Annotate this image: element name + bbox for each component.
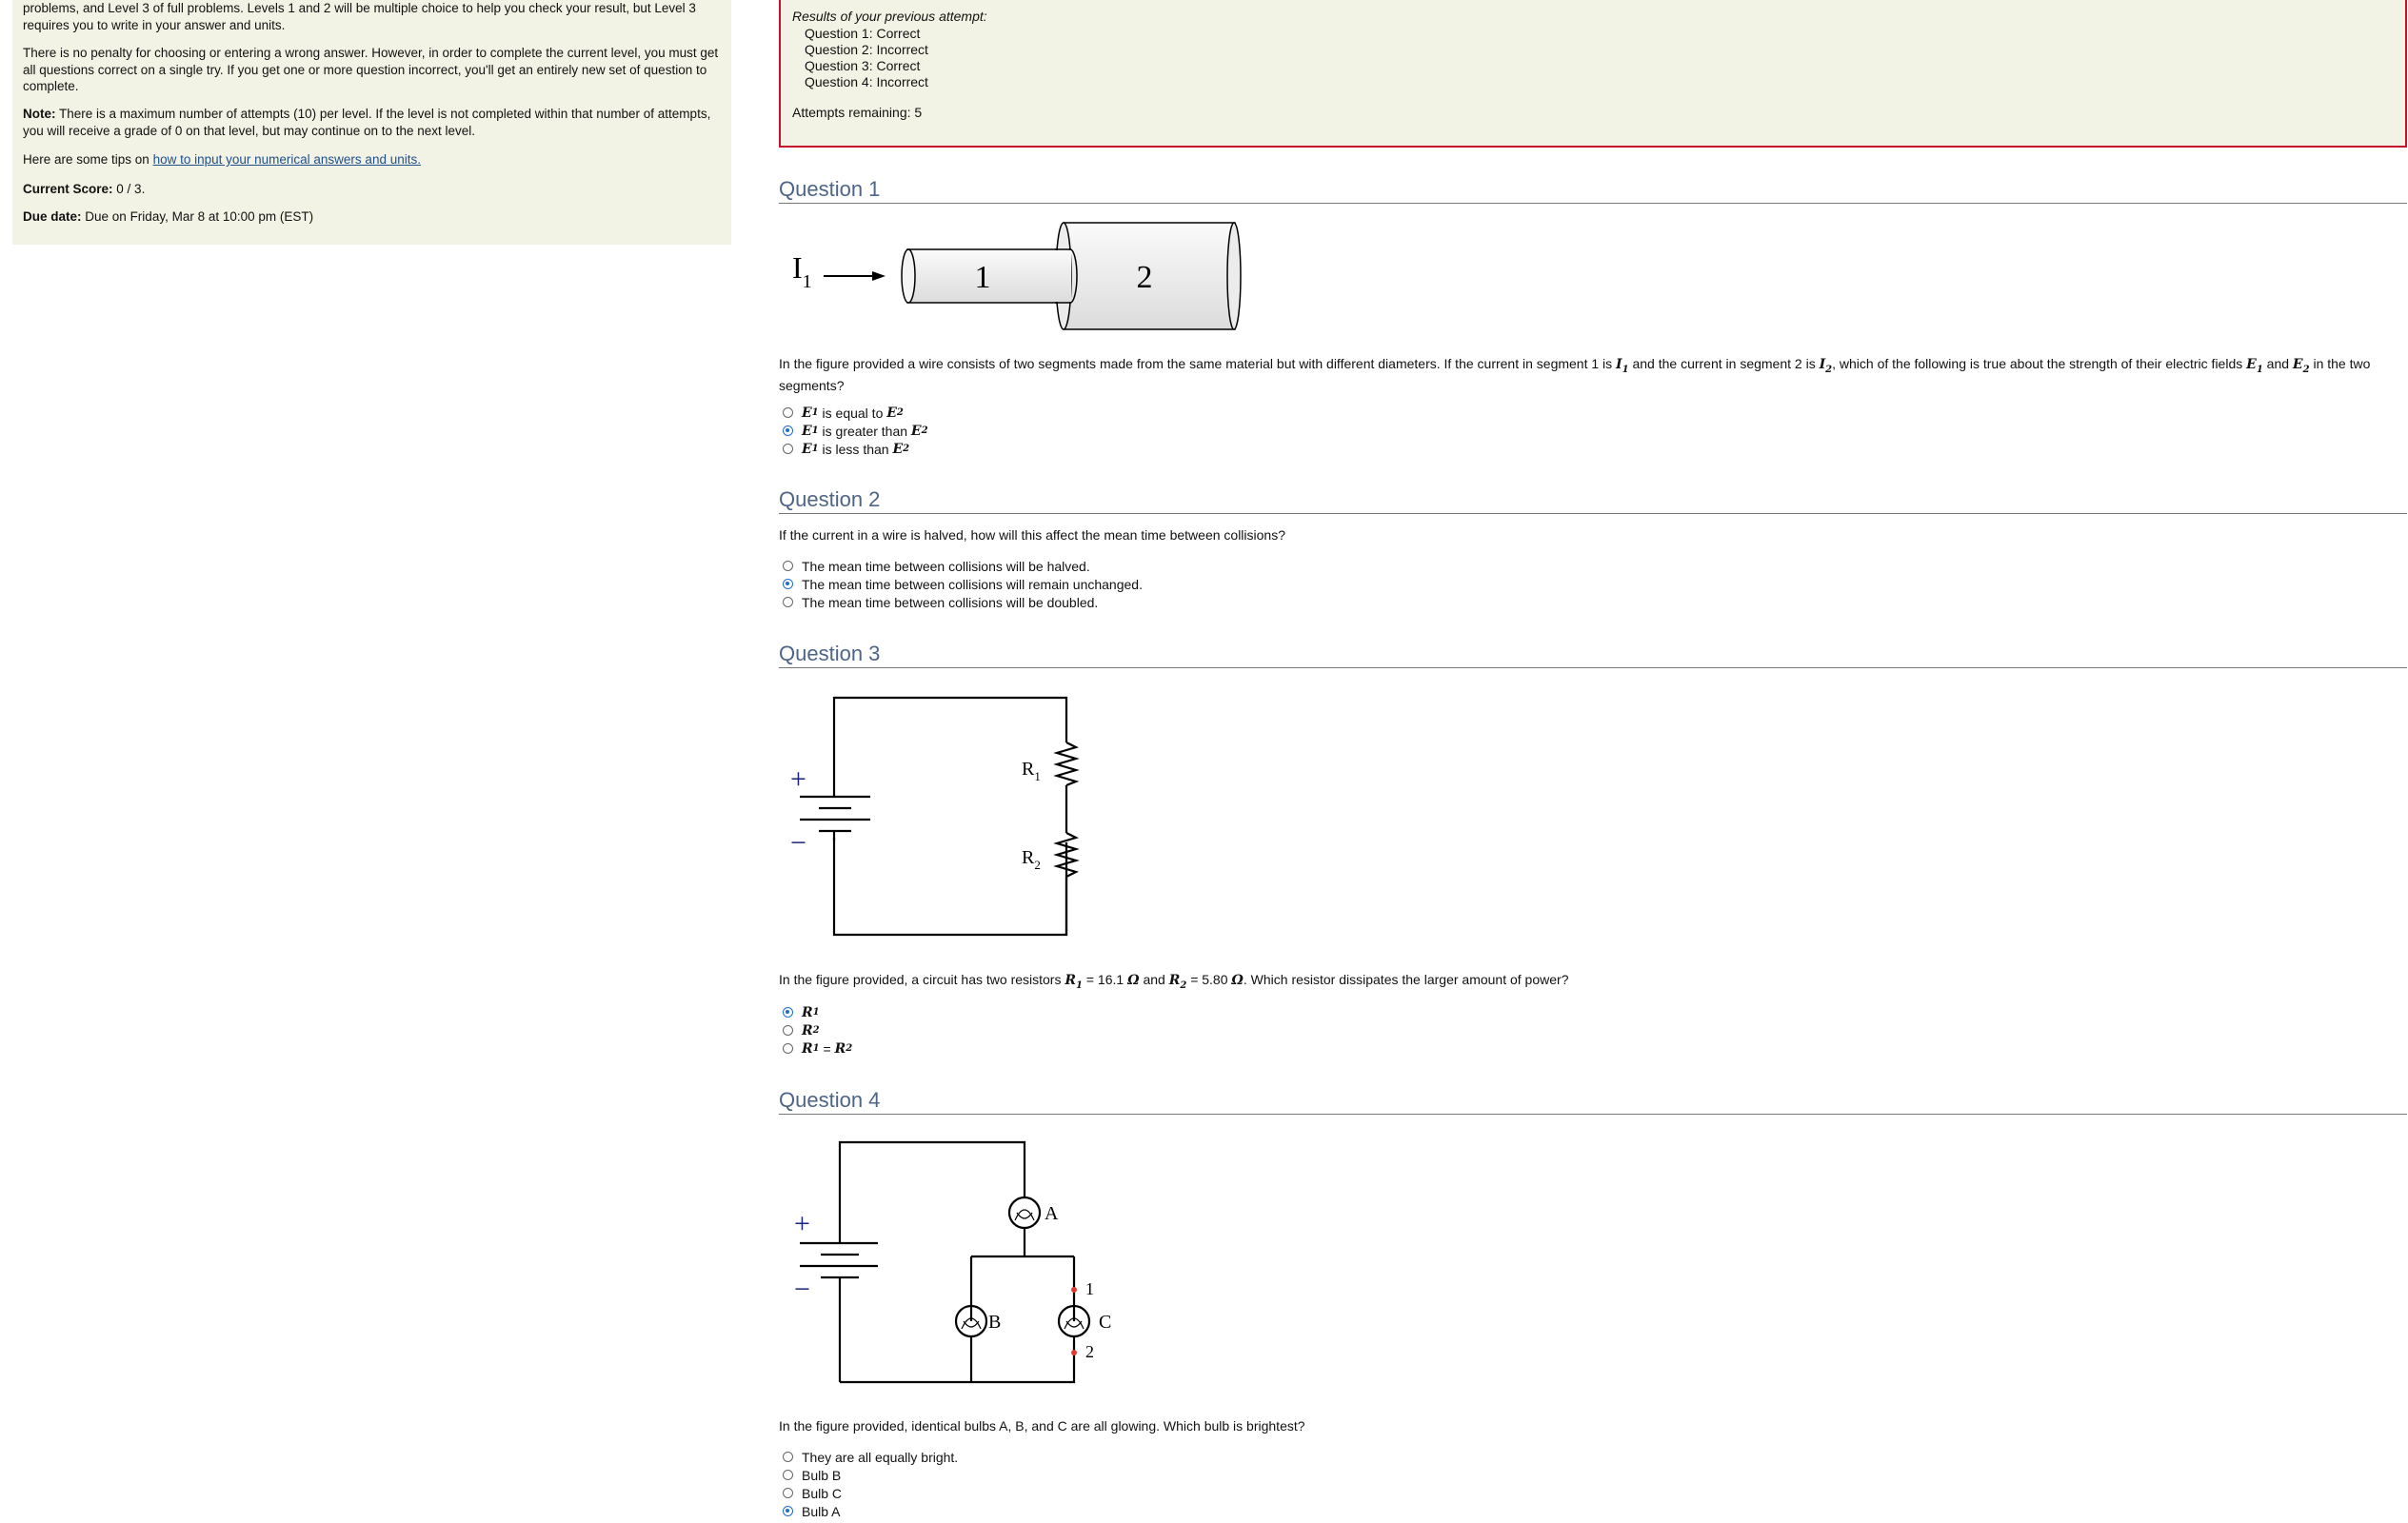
segment-2-label: 2 <box>1136 260 1153 295</box>
radio-button[interactable] <box>783 444 793 454</box>
question-1-choices <box>783 404 928 458</box>
due-value: Due on Friday, Mar 8 at 10:00 pm (EST) <box>85 209 314 224</box>
question-1-figure <box>779 217 1255 336</box>
question-4-header: Question 4 <box>779 1087 2407 1115</box>
note-text: There is a maximum number of attempts (10) per level. If the level is not completed within that number of attempts, you will receive a grade of 0 on that level, but may continue on to the next level. <box>23 107 711 138</box>
results-title: Results of your previous attempt: <box>792 9 987 24</box>
instructions-paragraph-levels: problems, and Level 3 of full problems. Levels 1 and 2 will be multiple choice to help you check your result, but Level 3 requires you to write in your answer and units. <box>23 1 696 32</box>
circuit-wire-top <box>840 1142 1025 1243</box>
bulb-a <box>1009 1197 1040 1228</box>
radio-button-selected[interactable] <box>783 579 793 589</box>
question-3-choices <box>783 1003 852 1058</box>
q3-choice-r1[interactable]: R 1 <box>783 1003 852 1021</box>
point-1-marker <box>1071 1287 1077 1293</box>
question-4-circuit-figure <box>779 1133 1112 1390</box>
question-2-choices <box>783 557 1143 611</box>
question-4-text: In the figure provided, identical bulbs A, B, and C are all glowing. Which bulb is brightest? <box>779 1418 1305 1434</box>
tips-prefix: Here are some tips on <box>23 152 149 167</box>
instructions-note <box>23 106 723 139</box>
radio-button[interactable] <box>783 1043 793 1054</box>
result-item: Question 3: Correct <box>805 58 921 73</box>
question-3-text: In the figure provided, a circuit has two resistors $R_1 = 16.1$ Ω and $R_2 = 5.80$ Ω. Which resistor dissipates the larger amount of power? <box>779 972 1569 991</box>
radio-button[interactable] <box>783 1452 793 1462</box>
question-4-choices <box>783 1448 958 1520</box>
q4-choice-bulb-a[interactable]: Bulb A <box>783 1502 958 1520</box>
wire-segment-1-end <box>902 249 915 303</box>
resistor-r1 <box>1057 742 1076 785</box>
point-2-label: 2 <box>1085 1342 1094 1361</box>
radio-button-selected[interactable] <box>783 1506 793 1516</box>
attempts-remaining: Attempts remaining: 5 <box>792 105 923 120</box>
radio-button[interactable] <box>783 597 793 607</box>
radio-button[interactable] <box>783 561 793 571</box>
results-list <box>805 26 928 90</box>
instructions-paragraph-penalty: There is no penalty for choosing or entering a wrong answer. However, in order to complete the current level, you must get all questions correct on a single try. If you get one or more question incorrect, you'll get an entirely new set of question to complete. <box>23 46 719 93</box>
point-1-label: 1 <box>1085 1279 1094 1298</box>
segment-joint <box>1055 250 1071 302</box>
circuit-wire-top <box>834 698 1066 797</box>
bulb-c-label: C <box>1099 1312 1112 1333</box>
bulb-a-label: A <box>1045 1203 1059 1224</box>
q2-choice-doubled[interactable]: The mean time between collisions will be doubled. <box>783 593 1143 611</box>
r1-label: $R_1$ <box>1022 759 1041 783</box>
current-arrow-head <box>872 271 886 281</box>
instructions-panel <box>12 0 731 245</box>
note-label: Note: <box>23 107 56 121</box>
question-2-text: If the current in a wire is halved, how will this affect the mean time between collisions? <box>779 527 1285 543</box>
battery-minus-sign: − <box>794 1274 810 1305</box>
bulb-b-label: B <box>988 1312 1002 1333</box>
q2-choice-unchanged[interactable]: The mean time between collisions will remain unchanged. <box>783 575 1143 593</box>
circuit-wire-bottom <box>840 1344 1074 1382</box>
score-value: 0 / 3. <box>116 182 146 196</box>
battery-plus-sign: + <box>790 763 806 795</box>
radio-button[interactable] <box>783 1470 793 1480</box>
question-1-text: In the figure provided a wire consists of two segments made from the same material but with different diameters. If the current in segment 1 is $I_1$ and the current in segment 2 is $I_2$, which of the following is true about the strength of their electric fields $E_1$ and $E_2$ in the two segments? <box>779 356 2371 393</box>
segment-1-label: 1 <box>974 260 991 295</box>
previous-attempt-results <box>779 0 2407 148</box>
q1-choice-less[interactable]: E 1 is less than E 2 <box>783 440 928 458</box>
q4-choice-bulb-b[interactable]: Bulb B <box>783 1466 958 1484</box>
due-date <box>23 208 723 226</box>
q3-choice-equal[interactable]: R 1 = R 2 <box>783 1039 852 1058</box>
radio-button-selected[interactable] <box>783 1007 793 1018</box>
question-3-header: Question 3 <box>779 641 2407 668</box>
question-1-header: Question 1 <box>779 176 2407 204</box>
radio-button[interactable] <box>783 407 793 418</box>
current-score <box>23 181 723 198</box>
q4-choice-bulb-c[interactable]: Bulb C <box>783 1484 958 1502</box>
q2-choice-halved[interactable]: The mean time between collisions will be halved. <box>783 557 1143 575</box>
radio-button[interactable] <box>783 1488 793 1498</box>
result-item: Question 2: Incorrect <box>805 42 928 57</box>
question-3-circuit-figure <box>779 690 1084 942</box>
q1-choice-equal[interactable]: E 1 is equal to E 2 <box>783 404 928 422</box>
battery-plus-sign: + <box>794 1208 810 1239</box>
tips-line <box>23 151 723 168</box>
current-label: $I_1$ <box>792 250 812 292</box>
wire-segment-2-far-end <box>1227 223 1241 329</box>
r2-label: $R_2$ <box>1022 847 1041 872</box>
q4-choice-equal[interactable]: They are all equally bright. <box>783 1448 958 1466</box>
battery-minus-sign: − <box>790 827 806 859</box>
radio-button-selected[interactable] <box>783 425 793 436</box>
result-item: Question 4: Incorrect <box>805 74 928 89</box>
q3-choice-r2[interactable]: R 2 <box>783 1021 852 1039</box>
question-2-header: Question 2 <box>779 486 2407 514</box>
tips-link[interactable]: how to input your numerical answers and units. <box>152 152 421 167</box>
due-label: Due date: <box>23 209 82 224</box>
radio-button[interactable] <box>783 1025 793 1036</box>
result-item: Question 1: Correct <box>805 26 921 41</box>
score-label: Current Score: <box>23 182 113 196</box>
point-2-marker <box>1071 1350 1077 1355</box>
q1-choice-greater[interactable]: E 1 is greater than E 2 <box>783 422 928 440</box>
